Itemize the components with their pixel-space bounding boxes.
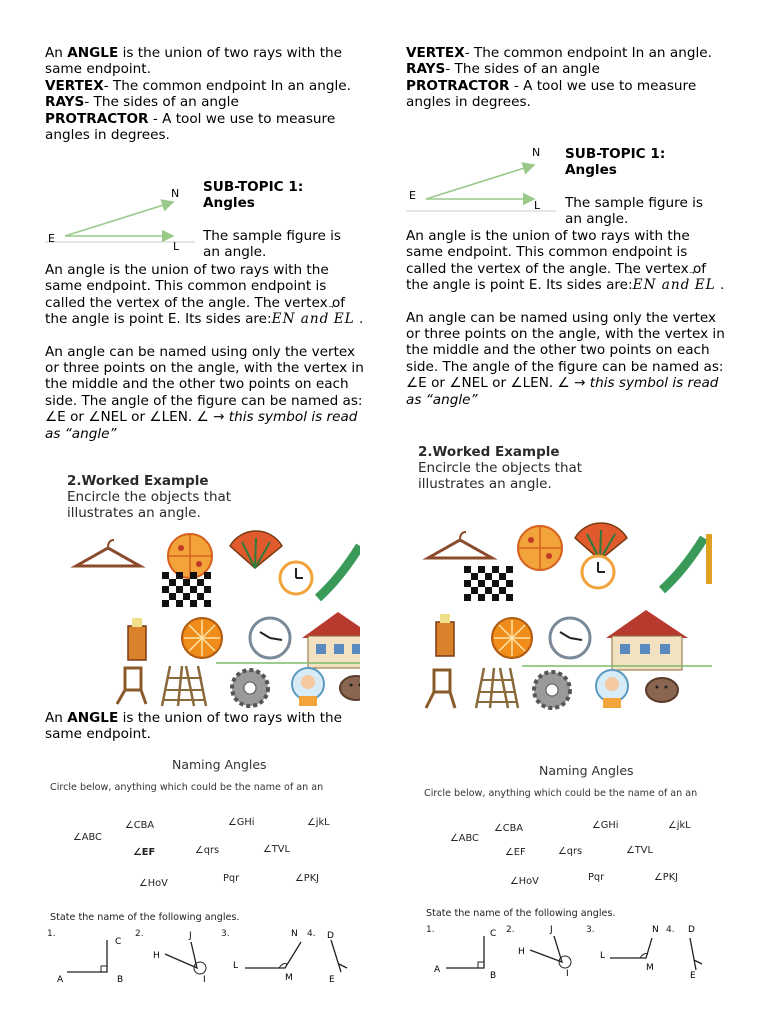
sample-text: The sample figure is an angle. xyxy=(203,228,341,261)
svg-text:C: C xyxy=(115,937,122,947)
house-icon xyxy=(302,612,360,668)
svg-text:I: I xyxy=(203,975,206,984)
worked-example-title: 2.Worked Example Encircle the objects that illustrates an angle. xyxy=(67,473,232,521)
svg-text:J: J xyxy=(189,931,192,941)
svg-text:D: D xyxy=(327,931,334,941)
angle-problems xyxy=(45,924,365,984)
svg-text:C: C xyxy=(490,929,497,939)
svg-text:N: N xyxy=(291,929,298,939)
ray-en xyxy=(426,165,534,199)
explanation-p1: An angle is the union of two rays with the same endpoint. This common endpoint is called the vertex of the angle. The vertex of the angle is point E. Its sides are:⃗ EN and ⃗ EL . xyxy=(406,228,726,294)
svg-text:3.: 3. xyxy=(221,929,230,939)
slide-icon xyxy=(662,534,712,590)
label-n: N xyxy=(171,187,180,200)
svg-text:M: M xyxy=(285,973,293,983)
explanation-p2: An angle can be named using only the vertex or three points on the angle, with the vertex in the middle and the other two points on each side. The angle of the figure can be named as: ∠E or ∠NEL or ∠LEN. ∠ → this symbol is read as “angle” xyxy=(45,343,364,442)
angle-item: ∠HoV xyxy=(510,876,539,887)
astronaut-icon xyxy=(596,670,628,708)
objects-illustration xyxy=(70,528,360,708)
svg-text:L: L xyxy=(600,951,606,961)
rays-definition: RAYS- The sides of an angle xyxy=(406,61,600,78)
svg-text:1.: 1. xyxy=(47,929,56,939)
angle-item: ∠CBA xyxy=(125,820,155,831)
protractor-definition: PROTRACTOR - A tool we use to measure angles in degrees. xyxy=(406,77,697,111)
label-l: L xyxy=(173,240,180,253)
explanation-p2: An angle can be named using only the vertex or three points on the angle, with the vertex in the middle and the other two points on each side. The angle of the figure can be named as: ∠E or ∠NEL or ∠LEN. ∠ → this symbol is read as “angle” xyxy=(406,309,725,408)
ladder-icon xyxy=(476,668,518,708)
slide-icon xyxy=(318,542,360,598)
spray-can-icon xyxy=(128,618,146,660)
ladder-icon xyxy=(162,666,206,706)
state-instruction: State the name of the following angles. xyxy=(426,908,616,919)
angle-problem-4 xyxy=(327,931,347,984)
svg-text:L: L xyxy=(233,961,239,971)
ray-en xyxy=(65,202,173,236)
checkerboard-icon xyxy=(464,566,513,601)
sample-text: The sample figure is an angle. xyxy=(565,195,703,228)
gear-icon xyxy=(232,670,268,706)
angle-problem-3 xyxy=(600,925,659,973)
angle-definition: An ANGLE is the union of two rays with the same endpoint. xyxy=(45,45,343,78)
orange-slice-icon xyxy=(492,618,532,658)
angle-item: ∠PKJ xyxy=(654,872,679,883)
angle-item: Pqr xyxy=(223,873,240,884)
astronaut-icon xyxy=(292,668,324,706)
label-l: L xyxy=(534,199,541,212)
svg-text:4.: 4. xyxy=(666,925,675,935)
hanger-icon xyxy=(76,540,140,566)
svg-text:3.: 3. xyxy=(586,925,595,935)
svg-text:E: E xyxy=(329,975,335,984)
pizza-icon xyxy=(168,534,212,578)
svg-text:4.: 4. xyxy=(307,929,316,939)
svg-text:2.: 2. xyxy=(506,925,515,935)
angle-definition-repeat: An ANGLE is the union of two rays with the same endpoint. xyxy=(45,710,343,743)
angle-item: ∠qrs xyxy=(558,846,583,857)
angle-item: ∠PKJ xyxy=(295,873,320,884)
naming-angles-worksheet xyxy=(406,760,726,1024)
gear-icon xyxy=(534,672,570,708)
subtopic-title: SUB-TOPIC 1: Angles xyxy=(565,146,666,179)
state-instruction: State the name of the following angles. xyxy=(50,912,240,923)
svg-text:J: J xyxy=(550,925,553,935)
angle-item: ∠CBA xyxy=(494,823,524,834)
clock-icon xyxy=(582,556,614,588)
svg-text:E: E xyxy=(690,971,696,980)
angle-item: ∠qrs xyxy=(195,845,220,856)
angle-item: ∠EF xyxy=(505,847,526,858)
svg-text:H: H xyxy=(518,947,525,957)
naming-title: Naming Angles xyxy=(172,757,267,772)
spray-can-icon xyxy=(436,614,454,656)
worked-example-title: 2.Worked Example Encircle the objects that illustrates an angle. xyxy=(418,444,583,492)
angle-problems xyxy=(420,920,720,980)
label-e: E xyxy=(409,189,416,202)
clock-icon xyxy=(280,562,312,594)
naming-title: Naming Angles xyxy=(539,763,634,778)
wall-clock-icon xyxy=(250,618,290,658)
rays-definition: RAYS- The sides of an angle xyxy=(45,94,239,111)
angle-problem-4 xyxy=(688,925,702,980)
orange-slice-icon xyxy=(182,618,222,658)
subtopic-title: SUB-TOPIC 1: Angles xyxy=(203,179,304,212)
svg-text:1.: 1. xyxy=(426,925,435,935)
angle-problem-1 xyxy=(57,937,123,984)
chair-icon xyxy=(426,670,455,708)
angle-item: ∠TVL xyxy=(263,844,290,855)
svg-text:M: M xyxy=(646,963,654,973)
angle-problem-2 xyxy=(153,931,206,984)
naming-instruction: Circle below, anything which could be the name of an an xyxy=(424,788,698,799)
angle-item: ∠jkL xyxy=(307,817,330,828)
angle-item: ∠TVL xyxy=(626,845,653,856)
hanger-icon xyxy=(428,532,492,558)
angle-figure xyxy=(45,182,195,254)
vertex-definition: VERTEX- The common endpoint In an angle. xyxy=(45,77,351,94)
svg-text:B: B xyxy=(117,975,124,984)
label-n: N xyxy=(532,146,541,159)
angle-problem-1 xyxy=(434,929,496,980)
angle-figure xyxy=(406,145,556,217)
svg-text:D: D xyxy=(688,925,695,935)
naming-angles-worksheet xyxy=(45,752,365,1024)
chair-icon xyxy=(117,668,146,704)
angle-item: ∠EF xyxy=(133,847,156,858)
house-icon xyxy=(606,610,688,670)
svg-text:B: B xyxy=(490,971,497,980)
rock-icon xyxy=(340,676,360,700)
svg-text:A: A xyxy=(434,965,441,975)
label-e: E xyxy=(48,232,55,245)
fan-icon xyxy=(230,531,282,568)
angle-problem-3 xyxy=(233,929,301,983)
svg-text:I: I xyxy=(566,969,569,979)
definitions-block xyxy=(406,45,726,111)
explanation-p1: An angle is the union of two rays with the same endpoint. This common endpoint is called the vertex of the angle. The vertex of the angle is point E. Its sides are:⃗ EN and ⃗ EL . xyxy=(45,262,365,328)
vertex-definition: VERTEX- The common endpoint In an angle. xyxy=(406,45,712,61)
objects-illustration xyxy=(422,520,712,710)
pizza-icon xyxy=(518,526,562,570)
angle-item: ∠ABC xyxy=(73,832,102,843)
angle-item: Pqr xyxy=(588,872,605,883)
angle-item: ∠GHi xyxy=(228,817,255,828)
angle-item: ∠jkL xyxy=(668,820,691,831)
angle-item: ∠GHi xyxy=(592,820,619,831)
protractor-definition: PROTRACTOR - A tool we use to measure angles in degrees. xyxy=(45,110,336,144)
svg-text:H: H xyxy=(153,951,160,961)
naming-instruction: Circle below, anything which could be the name of an an xyxy=(50,782,324,793)
angle-item: ∠ABC xyxy=(450,833,479,844)
svg-text:2.: 2. xyxy=(135,929,144,939)
angle-item: ∠HoV xyxy=(139,878,168,889)
fan-icon xyxy=(575,523,627,560)
svg-text:N: N xyxy=(652,925,659,935)
wall-clock-icon xyxy=(550,618,590,658)
definitions-block xyxy=(45,45,365,143)
explanation-block xyxy=(45,262,365,442)
svg-text:A: A xyxy=(57,975,64,984)
rock-icon xyxy=(646,678,678,702)
explanation-block xyxy=(406,228,726,408)
angle-problem-2 xyxy=(518,925,571,979)
